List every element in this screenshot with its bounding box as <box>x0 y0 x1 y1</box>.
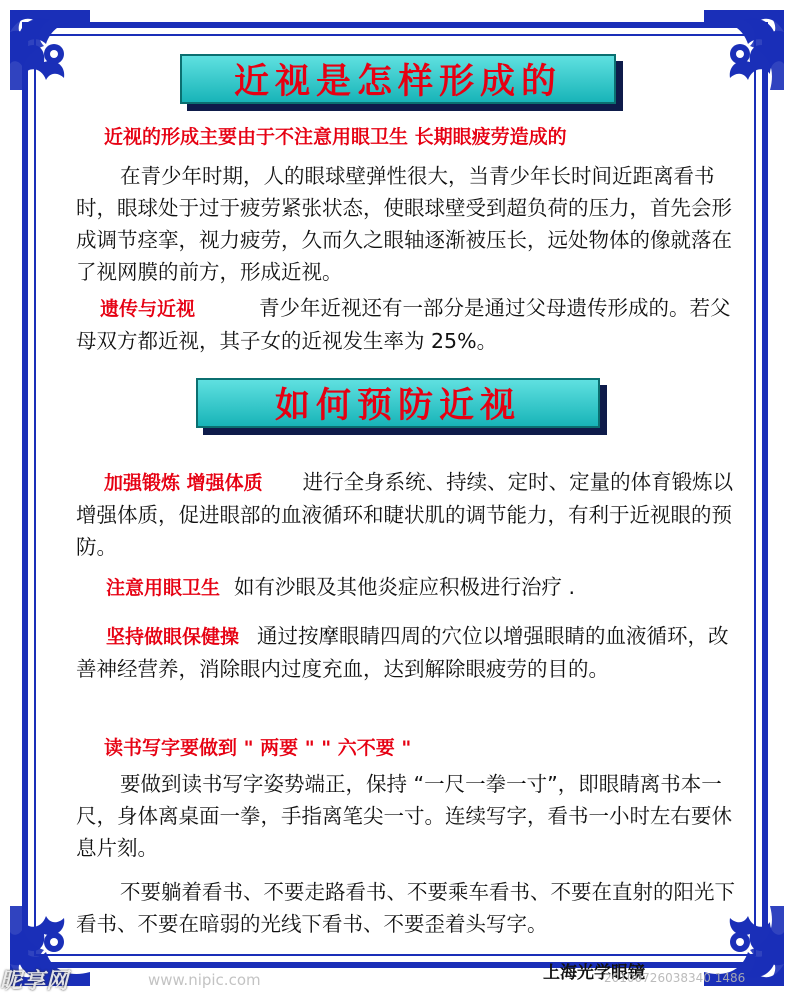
section1-subtitle: 近视的形成主要由于不注意用眼卫生 长期眼疲劳造成的 <box>104 126 567 148</box>
heredity-paragraph <box>76 292 744 357</box>
corner-ornament-icon <box>700 6 788 94</box>
reading-paragraph-2: 不要躺着看书、不要走路看书、不要乘车看书、不要在直射的阳光下看书、不要在暗弱的光线下看书、不要歪着头写字。 <box>76 880 735 936</box>
watermark-url: www.nipic.com <box>148 971 261 989</box>
section2-title: 如何预防近视 <box>274 386 521 426</box>
section2-title-banner <box>196 378 600 428</box>
eye-exercise-text: 通过按摩眼睛四周的穴位以增强眼睛的血液循环，改善神经营养，消除眼内过度充血，达到解除眼疲劳的目的。 <box>76 624 729 681</box>
eye-exercise-label: 坚持做眼保健操 <box>106 626 240 648</box>
exercise-paragraph <box>76 466 744 563</box>
hygiene-paragraph <box>76 571 744 604</box>
eye-exercise-paragraph <box>76 620 744 685</box>
reading-label: 读书写字要做到 " 两要 " " 六不要 " <box>104 737 412 759</box>
exercise-label: 加强锻炼 增强体质 <box>104 472 263 494</box>
heredity-label: 遗传与近视 <box>100 298 196 320</box>
section1-paragraph: 在青少年时期，人的眼球壁弹性很大，当青少年长时间近距离看书时，眼球处于过于疲劳紧张状态，使眼球壁受到超负荷的压力，首先会形成调节痉挛，视力疲劳，久而久之眼轴逐渐被压长，远处物体的像就落在了视网膜的前方，形成近视。 <box>76 164 732 284</box>
watermark-id: 20100726038340 1486 <box>604 971 746 985</box>
section1-title: 近视是怎样形成的 <box>233 62 562 102</box>
watermark-logo: 昵享网 <box>0 969 70 994</box>
corner-ornament-icon <box>6 6 94 94</box>
heredity-text: 青少年近视还有一部分是通过父母遗传形成的。若父母双方都近视，其子女的近视发生率为 25%。 <box>76 296 731 353</box>
hygiene-text: 如有沙眼及其他炎症应积极进行治疗 . <box>234 575 576 599</box>
exercise-text: 进行全身系统、持续、定时、定量的体育锻炼以增强体质，促进眼部的血液循环和睫状肌的调节能力，有利于近视眼的预防。 <box>76 470 734 559</box>
reading-paragraph-1: 要做到读书写字姿势端正，保持 “一尺一拳一寸”，即眼睛离书本一尺，身体离桌面一拳，手指离笔尖一寸。连续写字，看书一小时左右要休息片刻。 <box>76 772 732 860</box>
section1-title-banner <box>180 54 616 104</box>
hygiene-label: 注意用眼卫生 <box>106 577 221 599</box>
signature: 上海光学眼镜 <box>543 963 645 983</box>
